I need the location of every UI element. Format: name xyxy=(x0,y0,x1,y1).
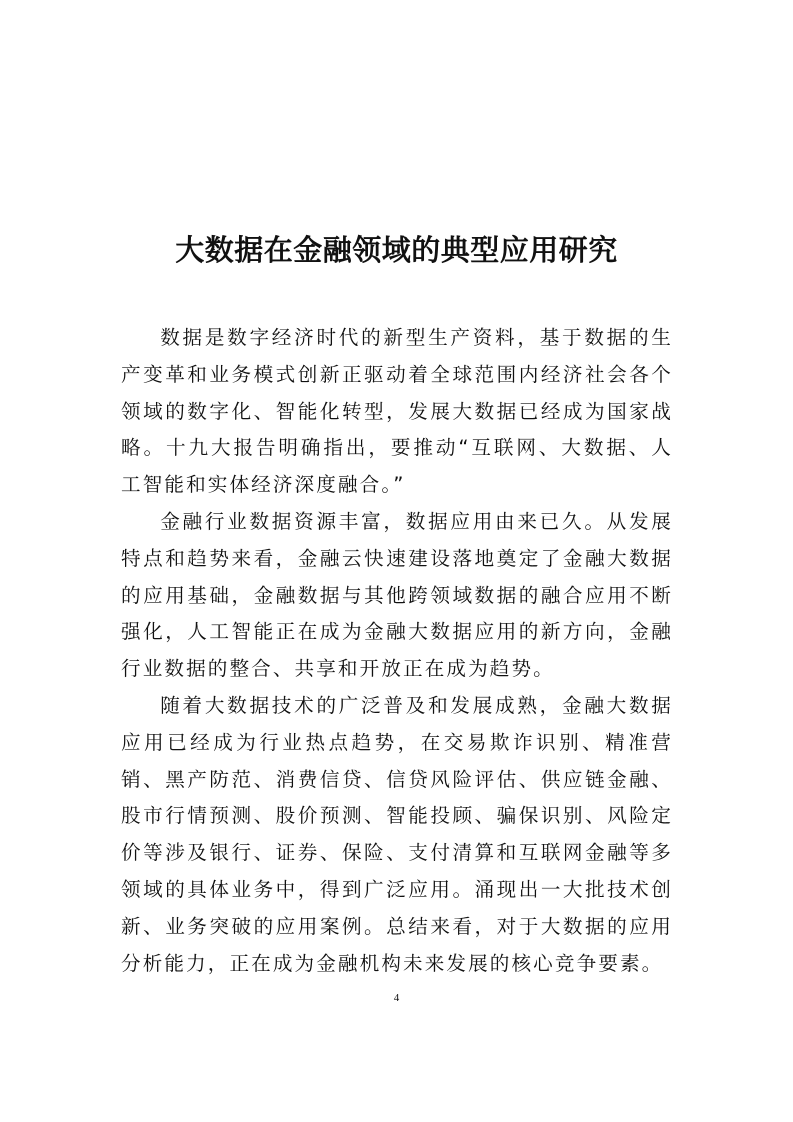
paragraph-2: 金融行业数据资源丰富，数据应用由来已久。从发展特点和趋势来看，金融云快速建设落地奠定了金融大数据的应用基础，金融数据与其他跨领域数据的融合应用不断强化，人工智能正在成为金融大数据应用的新方向，金融行业数据的整合、共享和开放正在成为趋势。 xyxy=(121,509,673,681)
page-number: 4 xyxy=(393,992,400,1004)
document-title: 大数据在金融领域的典型应用研究 xyxy=(175,233,618,267)
paragraph-1: 数据是数字经济时代的新型生产资料，基于数据的生产变革和业务模式创新正驱动着全球范围内经济社会各个领域的数字化、智能化转型，发展大数据已经成为国家战略。十九大报告明确指出，要推动“互联网、大数据、人工智能和实体经济深度融合。” xyxy=(121,326,673,497)
paragraph-3: 随着大数据技术的广泛普及和发展成熟，金融大数据应用已经成为行业热点趋势，在交易欺诈识别、精准营销、黑产防范、消费信贷、信贷风险评估、供应链金融、股市行情预测、股价预测、智能投顾、骗保识别、风险定价等涉及银行、证券、保险、支付清算和互联网金融等多领域的具体业务中，得到广泛应用。涌现出一大批技术创新、业务突破的应用案例。总结来看，对于大数据的应用分析能力，正在成为金融机构未来发展的核心竞争要素。 xyxy=(121,693,673,975)
document-body xyxy=(121,320,673,982)
